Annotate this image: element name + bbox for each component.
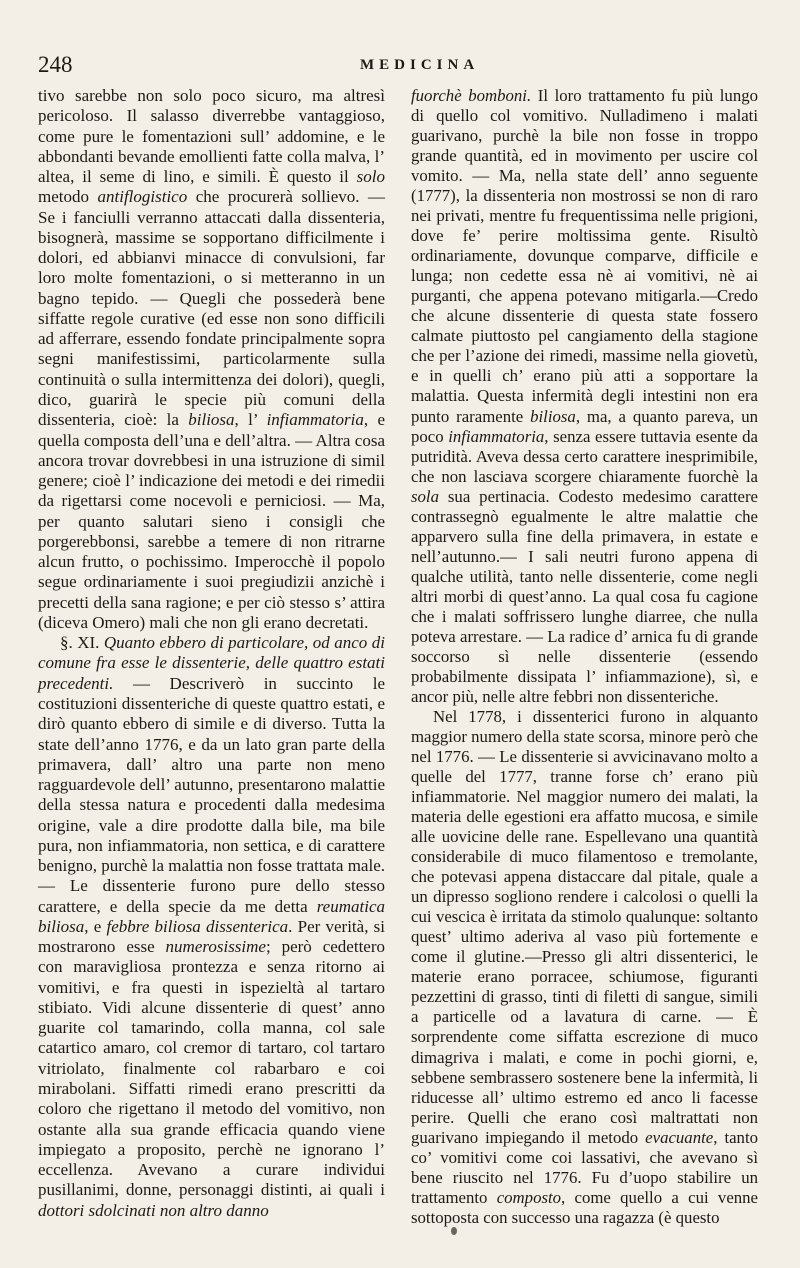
left-column [38,86,385,1221]
section-label: §. XI. [60,633,104,653]
right-column [411,86,758,1228]
ink-dot [451,1227,457,1235]
page-header [38,52,768,80]
paragraph: Nel 1778, i dissenterici furono in alquanto maggior numero della state scorsa, minore però che nel 1776. — Le dissenterie si avvicinavano molto a quelle del 1777, tranne forse ch’ erano più infiammatorie. Nel maggior numero dei malati, la materia delle egestioni era affatto mucosa, e simile alle uovicine delle rane. Espellevano una quantità considerabile di muco filamentoso e tremolante, che potevasi appena distaccare dal pitale, quale a un dipresso sogliono rendere i calcolosi o quelli la cui vescica è irritata da stimolo qualunque: soltanto quest’ ultimo aderiva al vaso più fortemente e come il glutine.—Presso gli altri dissenterici, le materie erano porracee, schiumose, figuranti pezzettini di grasso, tinti di filetti di sangue, simili a particelle od a lavatura di carne. — È sorprendente come siffatta escrezione di muco dimagriva i malati, e come in pochi giorni, e, sebbene sembrassero sostenere bene la infermità, li riducesse all’ ultimo estremo ed anco li facesse perire. Quelli che erano così maltrattati non guarivano impiegando il metodo evacuante, tanto co’ vomitivi come coi lassativi, che avevano sì bene riuscito nel 1776. Fu d’uopo stabilire un trattamento composto, come quello a cui venne sottoposta con successo una ragazza (è questo [411,706,758,1227]
paragraph: fuorchè bomboni. Il loro trattamento fu più lungo di quello col vomitivo. Nulladimeno i malati guarivano, purchè la bile non fosse in troppo grande quantità, ed in movimento per uscire col vomito. — Ma, nella state dell’ anno seguente (1777), la dissenteria non mostrossi se non di raro nei privati, mentre fu frequentissima nelle prigioni, dove fe’ perire moltissima gente. Risultò ordinariamente, dovunque comparve, difficile e lunga; non cedette essa nè ai vomitivi, nè ai purganti, che appena potevano mitigarla.—Credo che alcune dissenterie di questa state fossero calmate piuttosto pel cangiamento della stagione che per l’azione dei rimedi, massime nella giovetù, e in quelli ch’ erano più atti a sopportare la malattia. Questa infermità degli intestini non era punto raramente biliosa, ma, a quanto pareva, un poco infiammatoria, senza essere tuttavia esente da putridità. Aveva dessa certo carattere inesprimibile, che non lasciava scorgere chiaramente fuorchè la sola sua pertinacia. Codesto medesimo carattere contrassegnò egualmente le altre malattie che apparvero sulla fine della primavera, in estate e nell’autunno.— I sali neutri furono appena di qualche utilità, tanto nelle dissenterie, come negli altri morbi di quest’anno. La qual cosa fu cagione che i malati soffrissero lunghe diarree, che nulla poteva arrestare. — La radice d’ arnica fu di grande soccorso sì nelle dissenterie (essendo probabilmente dissipata l’ infiammazione), sì, e ancor più, nelle altre febbri non dissenteriche. [411,86,758,706]
running-head: MEDICINA [360,57,480,73]
page-number: 248 [38,52,73,77]
paragraph: tivo sarebbe non solo poco sicuro, ma altresì pericoloso. Il salasso diverrebbe vantaggioso, come pure le fomentazioni sull’ addomine, e le abbondanti bevande emollienti fatte colla malva, l’ altea, il seme di lino, e simili. È questo il solo metodo antiflogistico che procurerà sollievo. — Se i fanciulli verranno attaccati dalla dissenteria, bisognerà, massime se sopportano difficilmente i dolori, ed abbianvi minacce di convulsioni, far loro molte fomentazioni, o si metteranno in un bagno tepido. — Quegli che possederà bene siffatte regole curative (ed esse non sono difficili ad afferrare, essendo fondate principalmente sopra segni manifestissimi, particolarmente sulla continuità o sulla intermittenza dei dolori), quegli, dico, guarirà le specie più comuni della dissenteria, cioè: la biliosa, l’ infiammatoria, e quella composta dell’una e dell’altra. — Altra cosa ancora trovar dovrebbesi in una istruzione di simil genere; cioè l’ indicazione dei metodi e dei rimedii da rigettarsi come nocevoli e perniciosi. — Ma, per quanto salutari sieno i consigli che porgerebbonsi, sarebbe a temere di non ritrarne alcun frutto, o pochissimo. Imperocchè il popolo segue ordinariamente i suoi pregiudizii anzichè i precetti della sana ragione; e per ciò stesso s’ attira (diceva Omero) mali che non gli erano decretati. [38,86,386,632]
section-title: Quanto ebbero di particolare, [103,633,309,653]
section-xi: §. XI. Quanto ebbero di particolare, od anco di comune fra esse le dissenterie, delle quattro estati precedenti. — Descriverò in succinto le costituzioni dissenteriche di queste quattro estati, e dirò quanto ebbero di simile e di diverso. Tutta la state dell’anno 1776, e da un lato gran parte della primavera, dall’ altro una parte non meno ragguardevole dell’ autunno, presentarono malattie della stessa natura e procedenti dalla medesima origine, vale a dire prodotte dalla bile, ma bile pura, non infiammatoria, non settica, e di carattere benigno, purchè la malattia non fosse trattata male. — Le dissenterie furono pure dello stesso carattere, e della specie da me detta reumatica biliosa, e febbre biliosa dissenterica. Per verità, si mostrarono esse numerosissime; però cedettero con maravigliosa prontezza e senza ritorno ai vomitivi, e fra questi in ispezieltà al tartaro stibiato. Vidi alcune dissenterie di quest’ anno guarite col tamarindo, colla manna, col sale catartico amaro, col cremor di tartaro, col tartaro vitriolato, finalmente col rabarbaro e coi mirabolani. Siffatti rimedi erano prescritti da coloro che rigettano il metodo del vomitivo, non ostante alla sua grande efficacia quando viene impiegato a proposito, perchè ne ignorano l’ eccellenza. Avevano a curare individui pusillanimi, donne, personaggi distinti, ai quali i dottori sdolcinati non altro danno [38,633,385,1220]
